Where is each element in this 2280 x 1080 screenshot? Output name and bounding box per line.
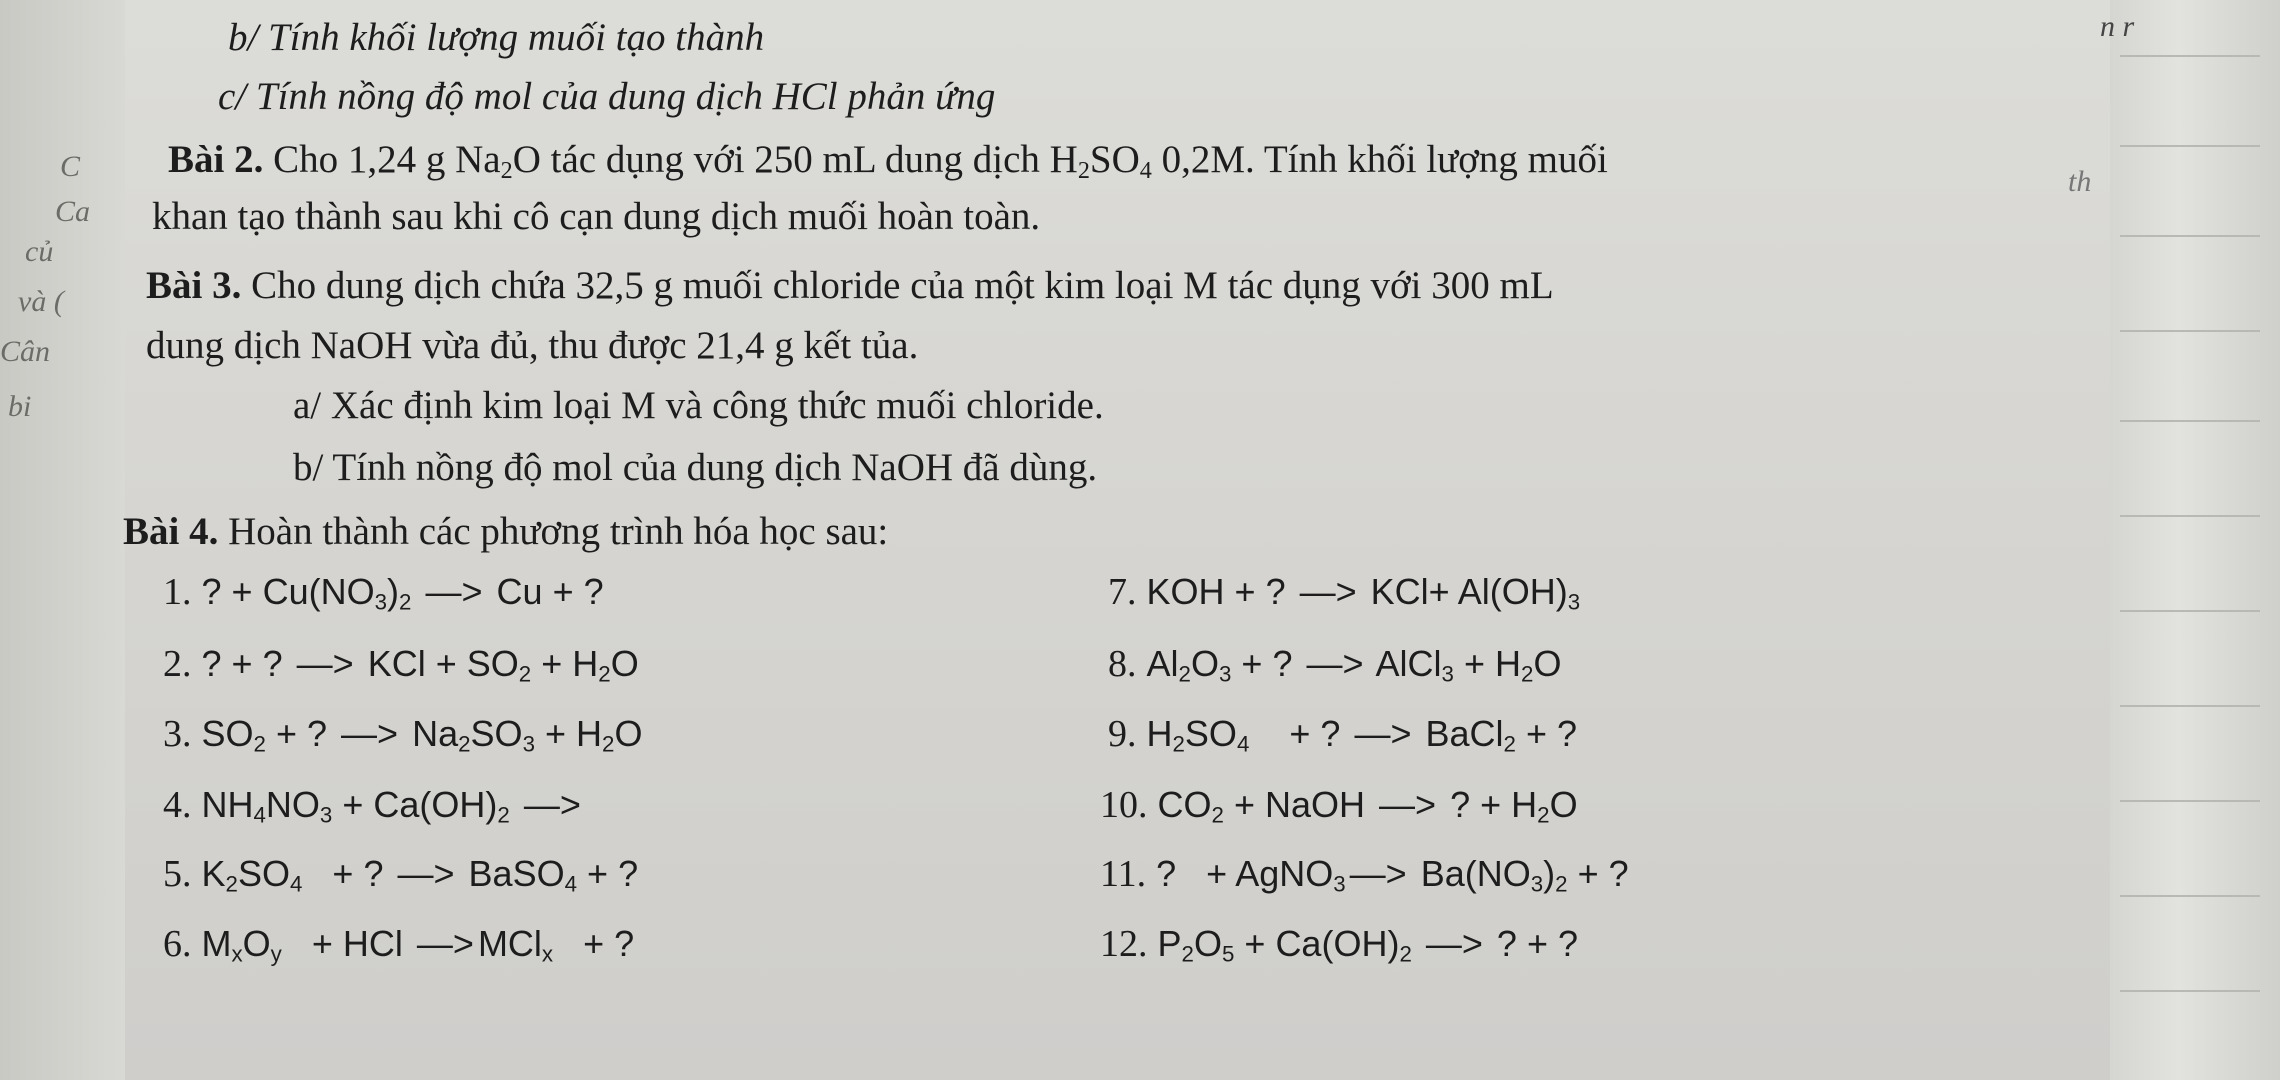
equation-3: 3. $SO_2$ + ? —> $Na_2SO_3 + H_2O$	[163, 713, 643, 757]
equation-5: 5. $K_2SO_4$ + ? —> BaSO$_4$ + ?	[163, 853, 639, 897]
ruled-line	[2120, 420, 2260, 422]
left-fragment: Cân	[0, 335, 51, 368]
ruled-line	[2120, 55, 2260, 57]
equation-6: 6. $M_xO_y$ + HCl —> MCl$_x$ + ?	[163, 923, 635, 967]
equation-1: 1. ? + $Cu(NO_3)_2$ —> Cu + ?	[163, 571, 604, 615]
bai4-label: Bài 4.	[123, 510, 219, 553]
bai3-part-b: b/ Tính nồng độ mol của dung dịch NaOH đã dùng.	[293, 446, 1098, 489]
equation-10: 10. $CO_2$ + NaOH —> ? + $H_2O$	[1100, 784, 1578, 828]
bai3-line1: Bài 3. Cho dung dịch chứa 32,5 g muối chloride của một kim loại M tác dụng với 300 mL	[146, 264, 1554, 307]
right-fragment: th	[2068, 165, 2092, 198]
left-fragment: Ca	[55, 195, 91, 228]
bai3-part-a: a/ Xác định kim loại M và công thức muối chloride.	[293, 384, 1104, 427]
left-fragment: và (	[18, 285, 64, 318]
bai3-label: Bài 3.	[146, 264, 242, 307]
right-fragment: n r	[2100, 10, 2135, 43]
ruled-line	[2120, 515, 2260, 517]
ruled-line	[2120, 800, 2260, 802]
left-fragment: C	[60, 150, 81, 183]
equation-11: 11. ? + AgNO$_3$ —> $Ba(NO_3)_2$ + ?	[1100, 853, 1629, 897]
bai3-line2: dung dịch NaOH vừa đủ, thu được 21,4 g kết tủa.	[146, 324, 919, 367]
part-b-previous: b/ Tính khối lượng muối tạo thành	[228, 16, 765, 59]
equation-7: 7. KOH + ? —> $KCl+ Al(OH)_3$	[1108, 571, 1581, 615]
ruled-line	[2120, 330, 2260, 332]
left-fragment: củ	[25, 235, 54, 268]
ruled-line	[2120, 610, 2260, 612]
left-fragment: bi	[8, 390, 32, 423]
ruled-line	[2120, 235, 2260, 237]
ruled-line	[2120, 990, 2260, 992]
bai2-label: Bài 2.	[168, 138, 264, 181]
equation-4: 4. $NH_4NO_3 + Ca(OH)_2$ —>	[163, 784, 581, 828]
ruled-line	[2120, 705, 2260, 707]
ruled-line	[2120, 895, 2260, 897]
adjacent-page-right	[2110, 0, 2280, 1080]
bai4-heading: Bài 4. Hoàn thành các phương trình hóa học sau:	[123, 510, 889, 553]
part-c-previous: c/ Tính nồng độ mol của dung dịch HCl phản ứng	[218, 75, 996, 118]
bai2-line2: khan tạo thành sau khi cô cạn dung dịch muối hoàn toàn.	[152, 195, 1041, 238]
bai2-line1: Bài 2. Cho 1,24 g $Na_2O$ tác dụng với 250 mL dung dịch $H_2SO_4$ 0,2M. Tính khối lượng muối	[168, 138, 1608, 185]
ruled-line	[2120, 145, 2260, 147]
equation-8: 8. $Al_2O_3$ + ? —> AlCl$_3$ + $H_2O$	[1108, 643, 1562, 687]
equation-2: 2. ? + ? —> KCl + $SO_2 + H_2O$	[163, 643, 639, 687]
equation-9: 9. $H_2SO_4$ + ? —> BaCl$_2$ + ?	[1108, 713, 1578, 757]
equation-12: 12. $P_2O_5 + Ca(OH)_2$ —> ? + ?	[1100, 923, 1579, 967]
